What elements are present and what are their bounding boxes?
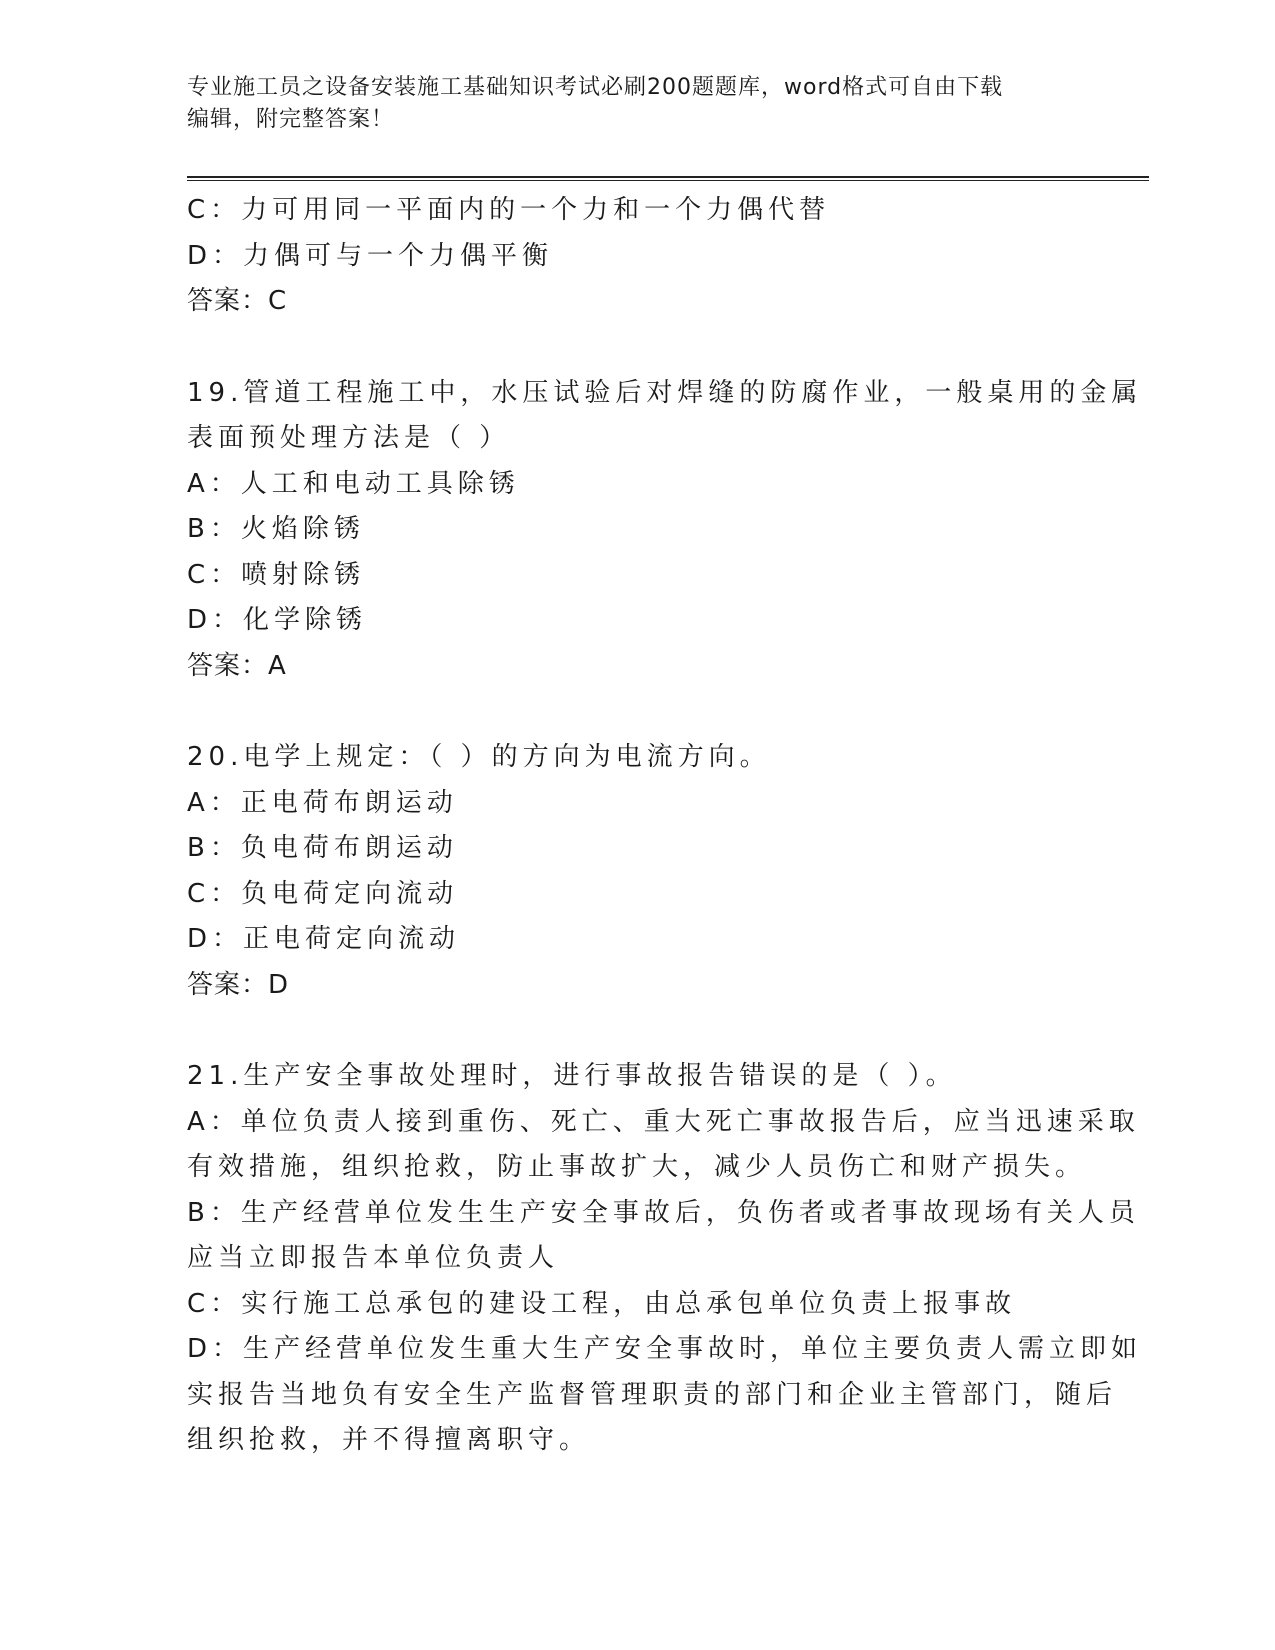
q21-option-a-line2: 有效措施，组织抢救，防止事故扩大，减少人员伤亡和财产损失。 — [187, 1152, 1087, 1182]
q21-stem-line1: 21.生产安全事故处理时，进行事故报告错误的是（ ）。 — [187, 1061, 957, 1091]
q20-stem-line1: 20.电学上规定：（ ）的方向为电流方向。 — [187, 742, 771, 772]
q21-option-d-line2: 实报告当地负有安全生产监督管理职责的部门和企业主管部门，随后 — [187, 1379, 1118, 1410]
q20-answer: 答案：D — [187, 969, 290, 1000]
q20-option-c: C：负电荷定向流动 — [187, 878, 459, 909]
header-title-line1: 专业施工员之设备安装施工基础知识考试必刷200题题库，word格式可自由下载 — [187, 75, 1004, 100]
q19-stem-line1: 19.管道工程施工中，水压试验后对焊缝的防腐作业，一般桌用的金属 — [187, 377, 1143, 408]
spacer — [187, 689, 1067, 735]
spacer — [187, 325, 1067, 371]
q21-option-a-line1: A：单位负责人接到重伤、死亡、重大死亡事故报告后，应当迅速采取 — [187, 1106, 1140, 1137]
q20-option-b: B：负电荷布朗运动 — [187, 833, 458, 863]
q19-option-a: A：人工和电动工具除锈 — [187, 468, 520, 499]
q21-option-c: C：实行施工总承包的建设工程，由总承包单位负责上报事故 — [187, 1288, 1017, 1319]
q19-stem-line2: 表面预处理方法是（ ） — [187, 423, 511, 453]
q19-option-b: B：火焰除锈 — [187, 514, 365, 544]
q20-option-d: D：正电荷定向流动 — [187, 924, 461, 954]
q21-option-d-line3: 组织抢救，并不得擅离职守。 — [187, 1425, 591, 1455]
question-content — [187, 188, 1143, 1464]
q19-option-c: C：喷射除锈 — [187, 559, 366, 590]
q18-option-d: D：力偶可与一个力偶平衡 — [187, 240, 554, 271]
question-21 — [187, 1054, 1143, 1464]
header-divider — [187, 176, 1149, 181]
q19-answer: 答案：A — [187, 650, 287, 681]
q21-option-b-line1: B：生产经营单位发生生产安全事故后，负伤者或者事故现场有关人员 — [187, 1197, 1140, 1228]
header-title-line2: 编辑，附完整答案！ — [187, 107, 395, 132]
q18-option-c: C：力可用同一平面内的一个力和一个力偶代替 — [187, 195, 831, 225]
q20-option-a: A：正电荷布朗运动 — [187, 787, 458, 818]
q21-option-b-line2: 应当立即报告本单位负责人 — [187, 1243, 560, 1273]
question-18-tail — [187, 188, 1067, 325]
question-20 — [187, 735, 1067, 1008]
q19-option-d: D：化学除锈 — [187, 605, 368, 635]
page-header — [187, 72, 1067, 136]
q21-option-d-line1: D：生产经营单位发生重大生产安全事故时，单位主要负责人需立即如 — [187, 1334, 1143, 1364]
question-19 — [187, 371, 1143, 690]
q18-answer: 答案：C — [187, 286, 288, 316]
spacer — [187, 1008, 1067, 1054]
